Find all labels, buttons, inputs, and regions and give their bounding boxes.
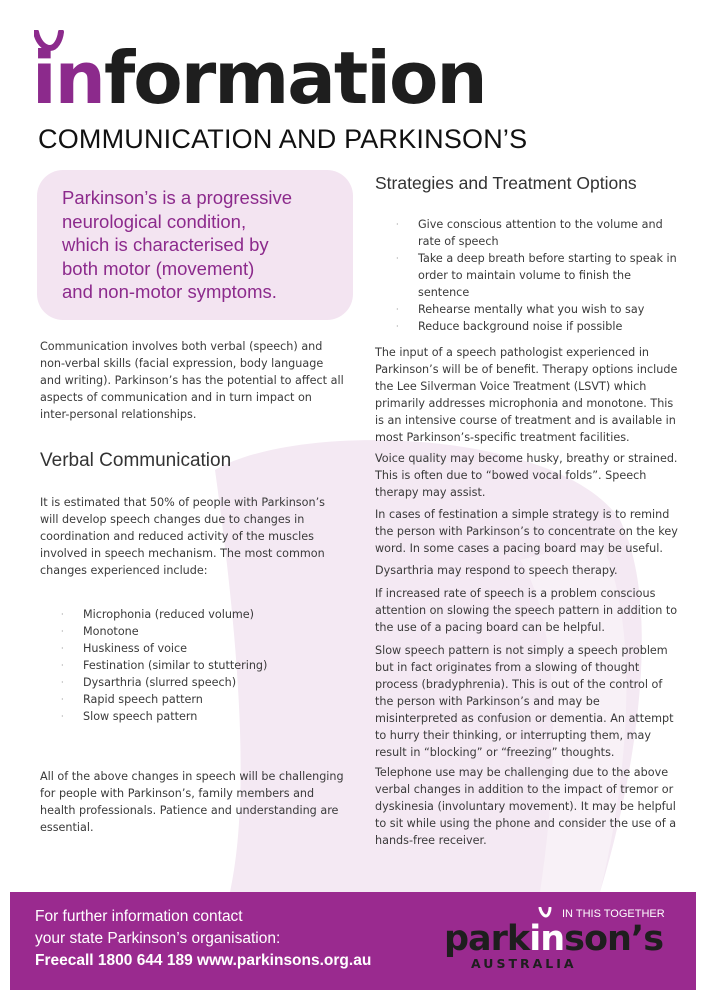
dysarthria-paragraph: Dysarthria may respond to speech therapy. [375,564,618,577]
logo-rest: formation [103,36,486,120]
parkinsons-australia-logo [444,904,674,984]
callout-text: Parkinson’s is a progressive neurological condition, which is characterised by both motor (movement) and non-motor symptoms. [62,187,292,302]
information-logo [32,28,486,120]
speech-rate-paragraph: If increased rate of speech is a problem conscious attention on slowing the speech pattern in addition to the use of a pacing board can be helpful. [375,587,678,634]
list-item: · Monotone [61,625,139,638]
strategies-list [396,216,683,335]
list-item: · Festination (similar to stuttering) [61,659,268,672]
footer-banner [10,892,696,990]
logo-in: in [32,36,104,120]
voice-quality-paragraph: Voice quality may become husky, breathy or strained. This is often due to “bowed vocal folds”. Speech therapy may assist. [375,452,678,499]
footer-freecall: Freecall 1800 644 189 www.parkinsons.org.au [35,952,372,969]
list-item: · Microphonia (reduced volume) [61,608,255,621]
brand-tick-icon [538,907,552,919]
summary-callout [37,170,353,320]
list-item: · Dysarthria (slurred speech) [61,676,237,689]
logo-wordmark [32,38,486,118]
page-title: COMMUNICATION AND PARKINSON’S [38,124,528,154]
brand-country: AUSTRALIA [471,956,577,971]
footer-line-2: your state Parkinson’s organisation: [35,930,281,947]
list-item: · Rehearse mentally what you wish to say [396,303,645,316]
brand-wordmark: parkinson’s [444,919,664,959]
verbal-paragraph: It is estimated that 50% of people with Parkinson’s will develop speech changes due to changes in coordination and reduced activity of the muscles involved in speech mechanism. The most common changes experienced include: [40,496,325,577]
footer-contact [35,906,371,972]
brand-tagline: IN THIS TOGETHER [562,908,665,920]
list-item: · Give conscious attention to the volume and rate of speech [396,218,663,248]
list-item: · Slow speech pattern [61,710,198,723]
telephone-paragraph: Telephone use may be challenging due to the above verbal changes in addition to the impact of tremor or dyskinesia (involuntary movement). It may be helpful to sit while using the phone and consider the use of a hands-free receiver. [375,766,677,847]
speech-pathologist-paragraph: The input of a speech pathologist experienced in Parkinson’s will be of benefit. Therapy options include the Lee Silverman Voice Treatment (LSVT) which primarily addresses microphonia and monotone. This is an intensive course of treatment and is available in most Parkinson’s-specific treatment facilities. [375,346,678,444]
list-item: · Huskiness of voice [61,642,188,655]
slow-speech-paragraph: Slow speech pattern is not simply a speech problem but in fact originates from a slowing of thought process (bradyphrenia). This is out of the control of the person with Parkinson’s and may be misinterpreted as confusion or dementia. An attempt to hurry their thinking, or interrupting them, may result in “blocking” or “freezing” thoughts. [375,644,674,759]
festination-paragraph: In cases of festination a simple strategy is to remind the person with Parkinson’s to concentrate on the key word. In some cases a pacing board may be useful. [375,508,678,555]
footer-line-1: For further information contact [35,908,243,925]
speech-changes-list [61,606,343,725]
intro-paragraph: Communication involves both verbal (speech) and non-verbal skills (facial expression, body language and writing). Parkinson’s has the potential to affect all aspects of communication and in turn impact on inter-personal relationships. [40,340,344,421]
verbal-heading: Verbal Communication [40,450,232,471]
list-item: · Take a deep breath before starting to speak in order to maintain volume to finish the sentence [396,252,677,299]
verbal-closing: All of the above changes in speech will be challenging for people with Parkinson’s, family members and health professionals. Patience and understanding are essential. [40,770,344,834]
strategies-heading: Strategies and Treatment Options [375,173,637,193]
list-item: · Rapid speech pattern [61,693,203,706]
list-item: · Reduce background noise if possible [396,320,623,333]
